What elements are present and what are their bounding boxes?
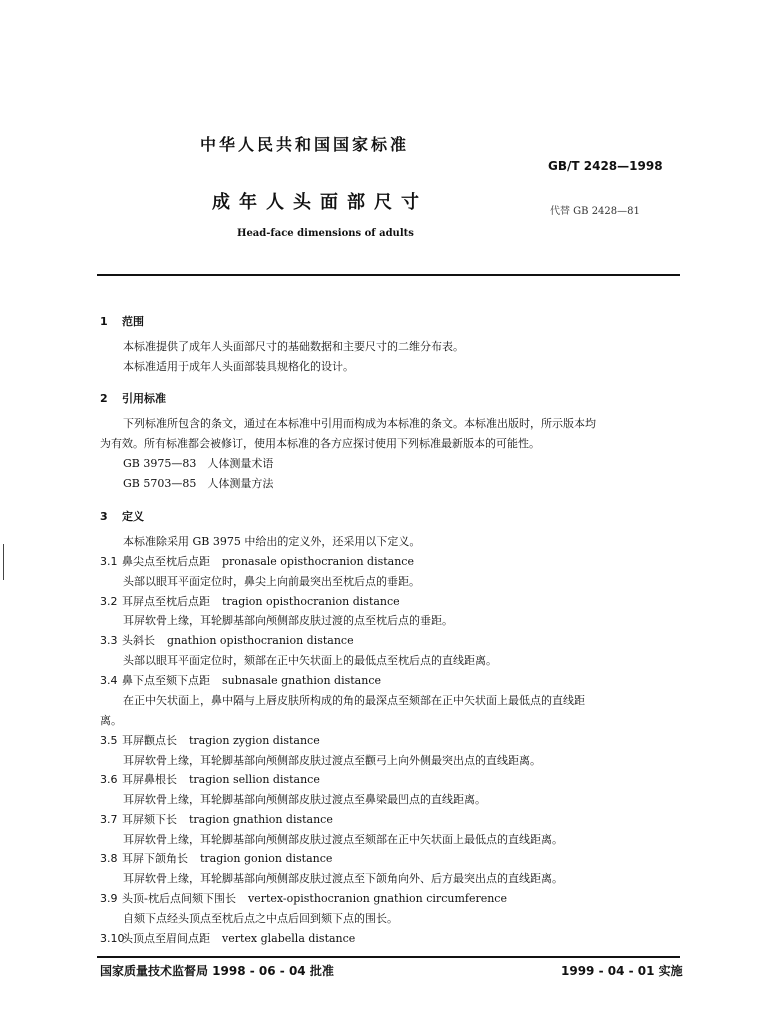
definition-term	[100, 774, 320, 785]
paragraph-line: 为有效。所有标准都会被修订，使用本标准的各方应探讨使用下列标准最新版本的可能性。	[100, 437, 540, 450]
approval-note: 国家质量技术监督局 1998 - 06 - 04 批准	[100, 964, 334, 978]
term-en: tragion gonion distance	[200, 852, 333, 865]
term-cn: 头顶点至眉间点距	[122, 932, 210, 945]
term-number: 3.10	[100, 932, 125, 945]
term-cn: 耳屏鼻根长	[122, 773, 177, 786]
section-1-heading	[100, 313, 144, 329]
term-number: 3.5	[100, 734, 118, 747]
term-en: subnasale gnathion distance	[222, 674, 381, 687]
term-cn: 耳屏颧点长	[122, 734, 177, 747]
term-number: 3.4	[100, 674, 118, 687]
definition-term	[100, 933, 355, 944]
definition-term	[100, 556, 414, 567]
reference-item: GB 3975—83 人体测量术语	[123, 457, 274, 470]
definition-term	[100, 675, 381, 686]
paragraph-line: 本标准除采用 GB 3975 中给出的定义外，还采用以下定义。	[123, 535, 421, 548]
term-cn: 鼻下点至颏下点距	[122, 674, 210, 687]
definition-term	[100, 735, 320, 746]
definition-text: 离。	[100, 714, 122, 727]
english-title: Head-face dimensions of adults	[237, 228, 414, 239]
term-cn: 鼻尖点至枕后点距	[122, 555, 210, 568]
term-number: 3.1	[100, 555, 118, 568]
section-number: 2	[100, 392, 108, 405]
definition-text: 耳屏软骨上缘，耳轮脚基部向颅侧部皮肤过渡点至颧弓上向外侧最突出点的直线距离。	[123, 754, 541, 767]
definition-text: 耳屏软骨上缘，耳轮脚基部向颅侧部皮肤过渡点至颏部在正中矢状面上最低点的直线距离。	[123, 833, 563, 846]
section-heading-text: 范围	[122, 315, 144, 328]
definition-term	[100, 853, 332, 864]
definition-term	[100, 596, 400, 607]
implementation-date: 1999 - 04 - 01 实施	[561, 964, 683, 978]
section-heading-text: 引用标准	[122, 392, 166, 405]
definition-text: 在正中矢状面上，鼻中隔与上唇皮肤所构成的角的最深点至颏部在正中矢状面上最低点的直线距	[123, 694, 585, 707]
term-cn: 头顶-枕后点间颏下围长	[122, 892, 236, 905]
section-number: 3	[100, 510, 108, 523]
term-en: tragion gnathion distance	[189, 813, 333, 826]
replaces-note: 代替 GB 2428—81	[550, 206, 640, 217]
term-en: vertex glabella distance	[222, 932, 356, 945]
term-cn: 头斜长	[122, 634, 155, 647]
section-2-heading	[100, 390, 166, 406]
footer-rule	[97, 956, 680, 958]
term-number: 3.3	[100, 634, 118, 647]
term-number: 3.2	[100, 595, 118, 608]
term-en: tragion opisthocranion distance	[222, 595, 400, 608]
section-3-heading	[100, 508, 144, 524]
term-number: 3.8	[100, 852, 118, 865]
term-en: tragion sellion distance	[189, 773, 320, 786]
definition-text: 耳屏软骨上缘，耳轮脚基部向颅侧部皮肤过渡的点至枕后点的垂距。	[123, 614, 453, 627]
header-rule	[97, 274, 680, 276]
standard-code: GB/T 2428—1998	[548, 159, 663, 173]
term-en: pronasale opisthocranion distance	[222, 555, 414, 568]
document-title: 成年人头面部尺寸	[212, 192, 428, 213]
term-cn: 耳屏点至枕后点距	[122, 595, 210, 608]
term-en: tragion zygion distance	[189, 734, 320, 747]
definition-text: 头部以眼耳平面定位时，鼻尖上向前最突出至枕后点的垂距。	[123, 575, 420, 588]
definition-term	[100, 814, 333, 825]
term-cn: 耳屏颏下长	[122, 813, 177, 826]
definition-text: 自颏下点经头顶点至枕后点之中点后回到颏下点的围长。	[123, 912, 398, 925]
national-standard-title: 中华人民共和国国家标准	[200, 135, 410, 154]
definition-term	[100, 893, 507, 904]
term-en: vertex-opisthocranion gnathion circumference	[247, 892, 507, 905]
paragraph-line: 本标准适用于成年人头面部装具规格化的设计。	[123, 360, 354, 373]
paragraph-line: 本标准提供了成年人头面部尺寸的基础数据和主要尺寸的二维分布表。	[123, 340, 464, 353]
margin-mark	[3, 544, 4, 580]
definition-term	[100, 635, 354, 646]
definition-text: 耳屏软骨上缘，耳轮脚基部向颅侧部皮肤过渡点至鼻梁最凹点的直线距离。	[123, 793, 486, 806]
term-en: gnathion opisthocranion distance	[167, 634, 354, 647]
section-number: 1	[100, 315, 108, 328]
reference-item: GB 5703—85 人体测量方法	[123, 477, 274, 490]
paragraph-line: 下列标准所包含的条文，通过在本标准中引用而构成为本标准的条文。本标准出版时，所示版本均	[123, 417, 596, 430]
section-heading-text: 定义	[122, 510, 144, 523]
definition-text: 头部以眼耳平面定位时，颏部在正中矢状面上的最低点至枕后点的直线距离。	[123, 654, 497, 667]
definition-text: 耳屏软骨上缘，耳轮脚基部向颅侧部皮肤过渡点至下颌角向外、后方最突出点的直线距离。	[123, 872, 563, 885]
term-number: 3.6	[100, 773, 118, 786]
term-cn: 耳屏下颌角长	[122, 852, 188, 865]
term-number: 3.7	[100, 813, 118, 826]
term-number: 3.9	[100, 892, 118, 905]
